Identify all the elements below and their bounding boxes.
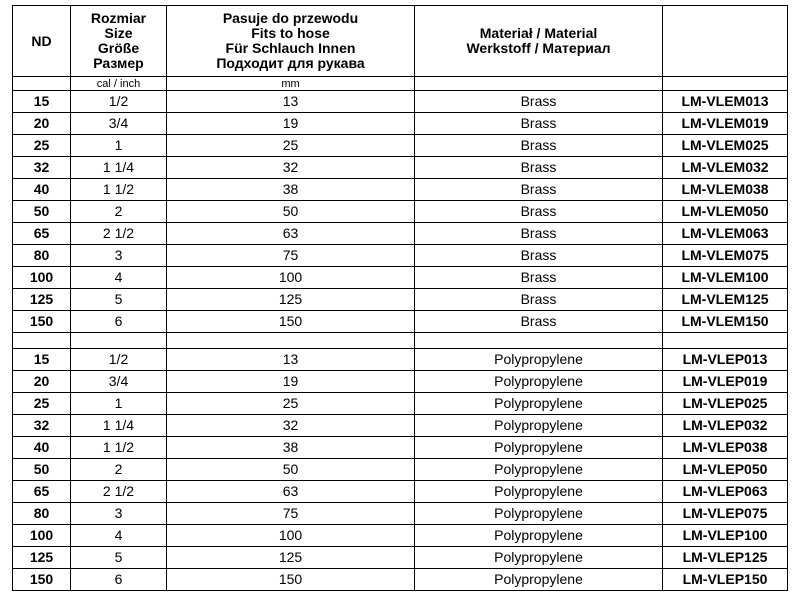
table-row [13,569,788,591]
cell-size: 1 [71,135,167,157]
units-material [415,77,663,91]
cell-hose: 125 [167,289,415,311]
header-code [663,6,788,77]
cell-code: LM-VLEM019 [663,113,788,135]
header-hose: Pasuje do przewodu Fits to hose Für Schlauch Innen Подходит для рукава [167,6,415,77]
cell-material: Brass [415,201,663,223]
cell-hose: 63 [167,223,415,245]
cell-size: 5 [71,289,167,311]
cell-hose: 75 [167,503,415,525]
cell-nd: 100 [13,267,71,289]
product-spec-table [12,5,788,591]
cell-hose: 150 [167,569,415,591]
cell-size: 4 [71,267,167,289]
cell-size: 1 1/4 [71,415,167,437]
cell-material: Brass [415,157,663,179]
cell-hose: 19 [167,113,415,135]
cell-material: Brass [415,289,663,311]
cell-hose: 150 [167,311,415,333]
header-material: Materiał / Material Werkstoff / Материал [415,6,663,77]
cell-nd: 150 [13,311,71,333]
cell-material: Brass [415,179,663,201]
header-row [13,6,788,77]
cell-material: Polypropylene [415,525,663,547]
table-row [13,503,788,525]
cell-code: LM-VLEM050 [663,201,788,223]
units-row [13,77,788,91]
cell-code: LM-VLEP032 [663,415,788,437]
cell-nd: 125 [13,547,71,569]
table-row [13,481,788,503]
cell-nd: 50 [13,459,71,481]
cell-nd: 80 [13,245,71,267]
cell-material: Brass [415,245,663,267]
cell-code: LM-VLEM032 [663,157,788,179]
cell-nd: 150 [13,569,71,591]
cell-size: 1 1/2 [71,437,167,459]
table-body [13,91,788,591]
cell-size: 2 [71,459,167,481]
cell-hose: 38 [167,179,415,201]
cell-code: LM-VLEM063 [663,223,788,245]
table-row [13,349,788,371]
cell-material: Brass [415,113,663,135]
cell-code: LM-VLEM025 [663,135,788,157]
cell-hose: 32 [167,157,415,179]
cell-size: 5 [71,547,167,569]
cell-material: Polypropylene [415,569,663,591]
table-row [13,179,788,201]
cell-nd: 100 [13,525,71,547]
cell-material: Polypropylene [415,547,663,569]
cell-nd: 20 [13,113,71,135]
cell-nd: 25 [13,393,71,415]
separator-cell [13,333,71,349]
cell-material: Brass [415,223,663,245]
units-hose: mm [167,77,415,91]
cell-hose: 100 [167,525,415,547]
cell-nd: 125 [13,289,71,311]
table-row [13,267,788,289]
cell-size: 3 [71,245,167,267]
cell-material: Polypropylene [415,371,663,393]
table-row [13,289,788,311]
cell-material: Polypropylene [415,349,663,371]
cell-hose: 13 [167,91,415,113]
cell-hose: 75 [167,245,415,267]
cell-nd: 40 [13,437,71,459]
cell-nd: 50 [13,201,71,223]
cell-code: LM-VLEM150 [663,311,788,333]
table-row [13,311,788,333]
cell-hose: 100 [167,267,415,289]
cell-nd: 32 [13,157,71,179]
cell-hose: 25 [167,393,415,415]
cell-size: 3 [71,503,167,525]
cell-nd: 40 [13,179,71,201]
cell-size: 4 [71,525,167,547]
table-row [13,547,788,569]
cell-code: LM-VLEP038 [663,437,788,459]
cell-code: LM-VLEP063 [663,481,788,503]
table-row [13,393,788,415]
table-row [13,525,788,547]
cell-material: Polypropylene [415,481,663,503]
units-code [663,77,788,91]
units-nd [13,77,71,91]
cell-code: LM-VLEP150 [663,569,788,591]
table-row [13,245,788,267]
cell-code: LM-VLEP019 [663,371,788,393]
cell-size: 3/4 [71,113,167,135]
cell-code: LM-VLEP050 [663,459,788,481]
cell-code: LM-VLEP125 [663,547,788,569]
cell-code: LM-VLEP013 [663,349,788,371]
cell-size: 2 1/2 [71,223,167,245]
cell-material: Brass [415,311,663,333]
cell-code: LM-VLEM013 [663,91,788,113]
cell-hose: 13 [167,349,415,371]
units-size: cal / inch [71,77,167,91]
table-row [13,201,788,223]
cell-size: 2 1/2 [71,481,167,503]
cell-size: 2 [71,201,167,223]
cell-material: Polypropylene [415,415,663,437]
header-size: Rozmiar Size Größe Размер [71,6,167,77]
cell-nd: 32 [13,415,71,437]
table-row [13,113,788,135]
table-row [13,437,788,459]
cell-nd: 15 [13,349,71,371]
cell-hose: 50 [167,459,415,481]
separator-cell [415,333,663,349]
cell-code: LM-VLEP100 [663,525,788,547]
cell-nd: 65 [13,481,71,503]
cell-nd: 15 [13,91,71,113]
table-row [13,223,788,245]
cell-size: 6 [71,311,167,333]
table-row [13,91,788,113]
cell-code: LM-VLEM038 [663,179,788,201]
cell-material: Polypropylene [415,393,663,415]
cell-nd: 25 [13,135,71,157]
cell-size: 6 [71,569,167,591]
table-row [13,415,788,437]
separator-cell [167,333,415,349]
cell-hose: 63 [167,481,415,503]
table-row [13,371,788,393]
cell-size: 1/2 [71,91,167,113]
cell-code: LM-VLEM075 [663,245,788,267]
cell-size: 1 [71,393,167,415]
cell-hose: 32 [167,415,415,437]
cell-size: 1/2 [71,349,167,371]
group-separator-row [13,333,788,349]
cell-material: Brass [415,91,663,113]
cell-code: LM-VLEM100 [663,267,788,289]
separator-cell [71,333,167,349]
cell-size: 1 1/4 [71,157,167,179]
cell-code: LM-VLEP075 [663,503,788,525]
cell-material: Polypropylene [415,459,663,481]
cell-code: LM-VLEM125 [663,289,788,311]
cell-hose: 125 [167,547,415,569]
cell-material: Brass [415,135,663,157]
cell-material: Polypropylene [415,503,663,525]
cell-code: LM-VLEP025 [663,393,788,415]
cell-nd: 20 [13,371,71,393]
header-nd: ND [13,6,71,77]
cell-nd: 65 [13,223,71,245]
table-row [13,135,788,157]
cell-material: Polypropylene [415,437,663,459]
cell-size: 3/4 [71,371,167,393]
cell-material: Brass [415,267,663,289]
cell-size: 1 1/2 [71,179,167,201]
cell-hose: 25 [167,135,415,157]
table-row [13,157,788,179]
cell-hose: 50 [167,201,415,223]
cell-hose: 19 [167,371,415,393]
cell-nd: 80 [13,503,71,525]
cell-hose: 38 [167,437,415,459]
table-row [13,459,788,481]
separator-cell [663,333,788,349]
